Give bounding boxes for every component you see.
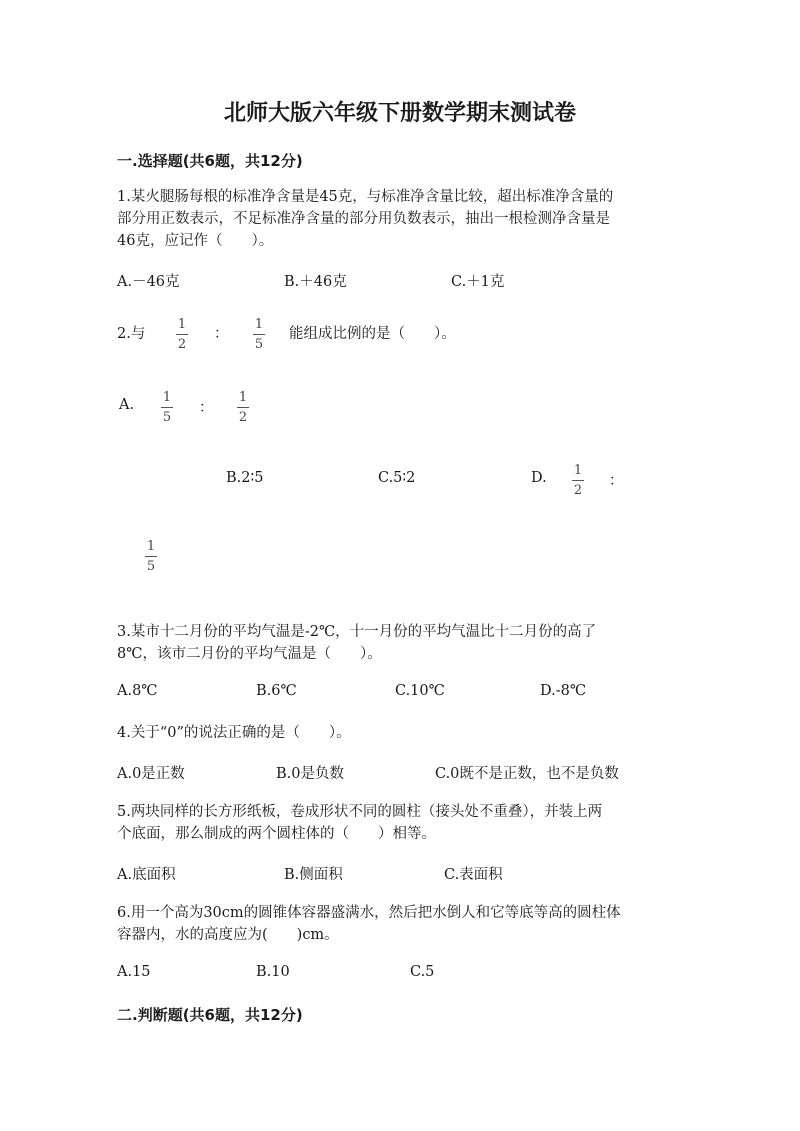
question-6-line-2: 容器内，水的高度应为( )cm。 <box>117 927 339 943</box>
question-2-fraction-1 <box>176 318 188 351</box>
question-2-prefix: 2.与 <box>117 326 146 342</box>
fraction-numerator: 1 <box>177 317 187 332</box>
question-2-option-b: B.2∶5 <box>226 470 264 486</box>
question-5-option-c: C.表面积 <box>444 867 503 883</box>
fraction-denominator: 2 <box>177 337 187 352</box>
question-4-option-c: C.0既不是正数，也不是负数 <box>435 766 619 782</box>
question-5-line-1: 5.两块同样的长方形纸板，卷成形状不同的圆柱（接头处不重叠），并装上两 <box>117 804 603 820</box>
question-4-option-b: B.0是负数 <box>276 766 344 782</box>
question-6-option-a: A.15 <box>117 964 151 980</box>
fraction-denominator: 2 <box>573 483 583 498</box>
question-2-option-a-label: A. <box>119 397 135 413</box>
question-3-line-1: 3.某市十二月份的平均气温是-2℃，十一月份的平均气温比十二月份的高了 <box>117 624 597 640</box>
question-5-line-2: 个底面，那么制成的两个圆柱体的（ ）相等。 <box>117 826 436 842</box>
question-6-line-1: 6.用一个高为30cm的圆锥体容器盛满水，然后把水倒人和它等底等高的圆柱体 <box>117 905 621 921</box>
section-heading-choice: 一.选择题(共6题，共12分) <box>117 152 303 170</box>
fraction-numerator: 1 <box>146 539 156 554</box>
fraction-denominator: 5 <box>162 410 172 425</box>
question-2-option-d-label: D. <box>531 470 547 486</box>
question-2-option-d-fraction-1 <box>572 464 584 497</box>
fraction-denominator: 5 <box>146 559 156 574</box>
fraction-bar <box>237 407 249 408</box>
fraction-numerator: 1 <box>238 390 248 405</box>
question-2-option-d-colon: ： <box>609 473 624 489</box>
question-2-fraction-2 <box>253 318 265 351</box>
question-2-option-a-colon: ： <box>199 400 214 416</box>
question-3-option-d: D.-8℃ <box>540 683 587 699</box>
fraction-numerator: 1 <box>162 390 172 405</box>
question-2-stem: 能组成比例的是（ ）。 <box>289 326 456 342</box>
fraction-bar <box>253 334 265 335</box>
question-3-option-a: A.8℃ <box>117 683 158 699</box>
question-6-option-c: C.5 <box>410 964 435 980</box>
question-1-line-2: 部分用正数表示，不足标准净含量的部分用负数表示，抽出一根检测净含量是 <box>117 211 610 227</box>
question-3-option-c: C.10℃ <box>395 683 445 699</box>
question-3-line-2: 8℃，该市二月份的平均气温是（ ）。 <box>117 646 382 662</box>
fraction-denominator: 5 <box>254 337 264 352</box>
fraction-bar <box>176 334 188 335</box>
question-4-option-a: A.0是正数 <box>117 766 185 782</box>
question-2-option-c: C.5∶2 <box>378 470 416 486</box>
question-3-option-b: B.6℃ <box>256 683 297 699</box>
question-5-option-b: B.侧面积 <box>284 867 343 883</box>
fraction-bar <box>572 480 584 481</box>
fraction-numerator: 1 <box>573 463 583 478</box>
question-1-line-1: 1.某火腿肠每根的标准净含量是45克，与标准净含量比较，超出标准净含量的 <box>117 189 614 205</box>
question-2-option-d-fraction-2 <box>145 540 157 573</box>
question-2-colon: ： <box>214 326 229 342</box>
question-1-option-a: A.－46克 <box>117 274 180 290</box>
page-title: 北师大版六年级下册数学期末测试卷 <box>223 101 576 126</box>
question-1-option-c: C.＋1克 <box>451 274 505 290</box>
question-2-option-a-fraction-1 <box>161 391 173 424</box>
fraction-denominator: 2 <box>238 410 248 425</box>
fraction-numerator: 1 <box>254 317 264 332</box>
question-4-line-1: 4.关于“0”的说法正确的是（ ）。 <box>117 725 351 741</box>
question-1-line-3: 46克，应记作（ ）。 <box>117 233 274 249</box>
question-2-option-a-fraction-2 <box>237 391 249 424</box>
question-1-option-b: B.＋46克 <box>284 274 347 290</box>
fraction-bar <box>145 556 157 557</box>
section-heading-judgement: 二.判断题(共6题，共12分) <box>117 1006 303 1024</box>
fraction-bar <box>161 407 173 408</box>
question-6-option-b: B.10 <box>256 964 290 980</box>
question-5-option-a: A.底面积 <box>117 867 176 883</box>
